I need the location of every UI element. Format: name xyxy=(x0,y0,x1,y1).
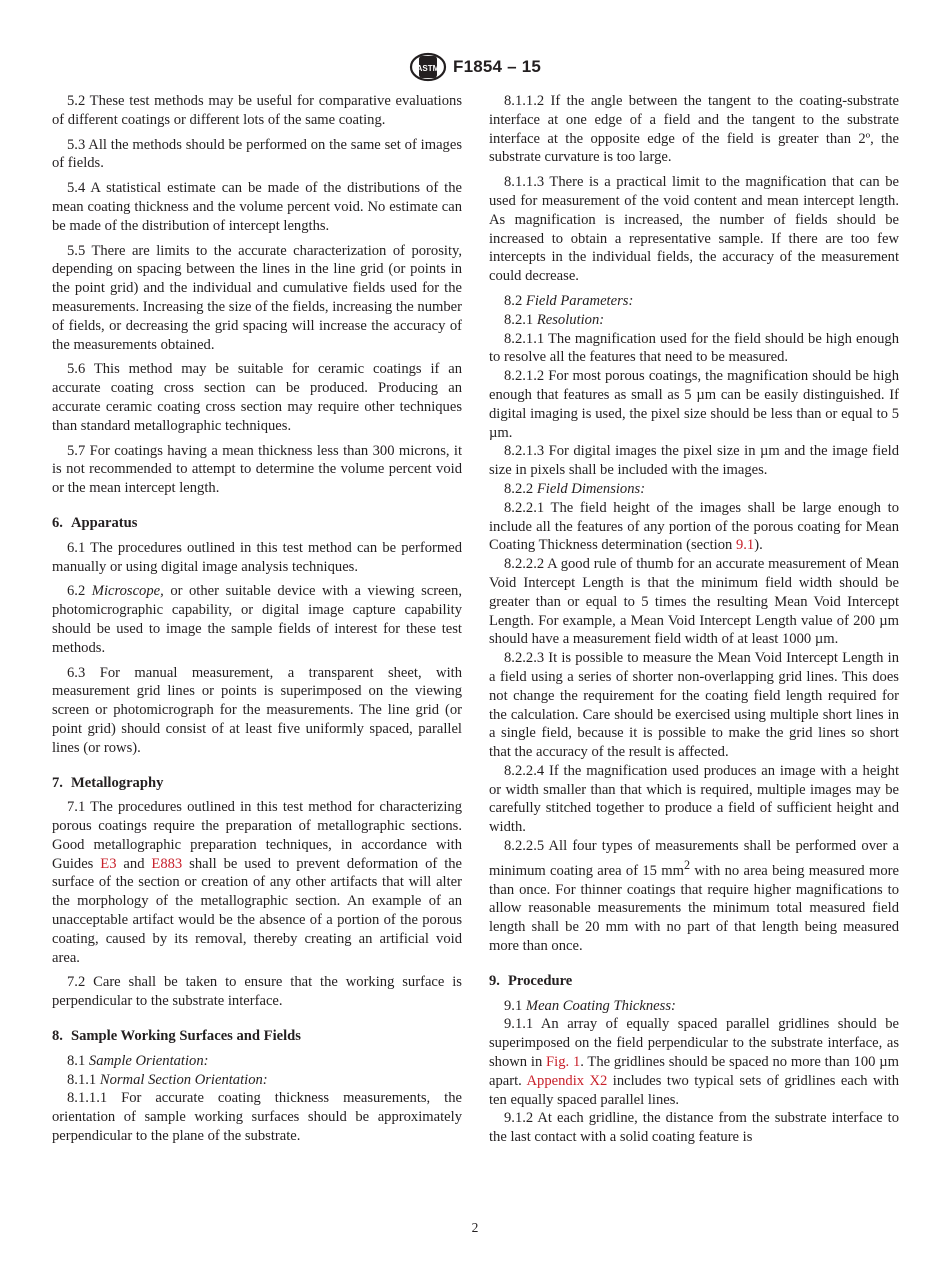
astm-logo-icon xyxy=(409,52,447,82)
standard-designation: F1854 – 15 xyxy=(452,57,541,76)
section-6-heading: 6. Apparatus xyxy=(52,514,138,531)
paragraph-8-2-2-1: 8.2.2.1 The field height of the images shall be large enough to include all the features of any portion of the porous coating for Mean Coating Thickness determination (section 9.1). xyxy=(489,499,899,554)
paragraph-5-4: 5.4 A statistical estimate can be made of the distributions of the mean coating thickness and the volume percent void. No estimate can be made of the distribution of intercept lengths. xyxy=(52,180,462,234)
page-header xyxy=(0,52,950,82)
svg-text:ASTM: ASTM xyxy=(416,64,440,73)
paragraph-8-1-1-3: 8.1.1.3 There is a practical limit to the magnification that can be used for measurement of the void content and mean intercept length. As magnification is increased, the number of fields should be increased to obtain a representative sample. If there are too few intercepts in the individual fields, the accuracy of the measurement could decrease. xyxy=(489,174,899,285)
left-column xyxy=(52,92,462,1152)
paragraph-8-1-1-1: 8.1.1.1 For accurate coating thickness measurements, the orientation of sample working surfaces should be approximately perpendicular to the plane of the substrate. xyxy=(52,1090,462,1145)
paragraph-5-3: 5.3 All the methods should be performed on the same set of images of fields. xyxy=(52,136,462,172)
paragraph-8-2-2-4: 8.2.2.4 If the magnification used produces an image with a height or width smaller than that which is required, multiple images may be carefully stitched together to produce a field of sufficient height and width. xyxy=(489,762,899,836)
section-9-heading: 9. Procedure xyxy=(489,972,573,989)
paragraph-5-2: 5.2 These test methods may be useful for comparative evaluations of different coatings or different lots of the same coating. xyxy=(52,93,462,128)
link-e3[interactable]: E3 xyxy=(100,855,117,872)
section-7-heading: 7. Metallography xyxy=(52,774,164,791)
paragraph-8-2-2-3: 8.2.2.3 It is possible to measure the Mean Void Intercept Length in a field using a series of shorter non-overlapping grid lines. This does not change the requirement for the coating field length required for the calculation. Care should be exercised using multiple short lines in a single field, because it is possible to make the grid lines so short that the accuracy of the result is affected. xyxy=(489,650,899,761)
paragraph-8-1: 8.1 Sample Orientation: xyxy=(67,1052,209,1069)
paragraph-8-2-2: 8.2.2 Field Dimensions: xyxy=(504,480,646,497)
paragraph-8-2-1-1: 8.2.1.1 The magnification used for the field should be high enough to resolve all the features that need to be measured. xyxy=(489,330,899,366)
paragraph-7-2: 7.2 Care shall be taken to ensure that the working surface is perpendicular to the substrate interface. xyxy=(52,974,462,1010)
paragraph-8-2-1: 8.2.1 Resolution: xyxy=(504,311,605,328)
paragraph-8-2-1-3: 8.2.1.3 For digital images the pixel size in µm and the image field size in pixels shall be included with the images. xyxy=(489,443,899,479)
paragraph-9-1-1: 9.1.1 An array of equally spaced parallel gridlines should be superimposed on the field perpendicular to the substrate interface, as shown in Fig. 1. The gridlines should be spaced no more than 100 µm apart. Appendix X2 includes two typical sets of gridlines each with ten equally spaced parallel lines. xyxy=(489,1016,900,1108)
link-fig-1[interactable]: Fig. 1 xyxy=(546,1053,581,1070)
paragraph-8-2-2-2: 8.2.2.2 A good rule of thumb for an accurate measurement of Mean Void Intercept Length is that the minimum field width should be greater than or equal to 5 times the resulting Mean Void Intercept Length. For example, a Mean Void Intercept Length value of 200 µm should have a measurement field width of at least 1000 µm. xyxy=(489,556,899,648)
paragraph-8-2-1-2: 8.2.1.2 For most porous coatings, the magnification should be high enough that features as small as 5 µm can be easily distinguished. If digital imaging is used, the pixel size should be less than or equal to 5 µm. xyxy=(489,368,899,441)
paragraph-8-1-1-2: 8.1.1.2 If the angle between the tangent to the coating-substrate interface at one edge of a field and the tangent to the substrate interface at the opposite edge of the field is greater than 2º, the substrate curvature is too large. xyxy=(489,93,899,166)
link-e883[interactable]: E883 xyxy=(151,855,183,872)
paragraph-5-7: 5.7 For coatings having a mean thickness less than 300 microns, it is not recommended to attempt to determine the volume percent void or the mean intercept length. xyxy=(52,442,462,497)
paragraph-6-3: 6.3 For manual measurement, a transparent sheet, with measurement grid lines or points is superimposed on the viewing screen or photomicrograph for the measurements. The line grid (or point grid) should consist of at least five uniformly spaced, parallel lines (or rows). xyxy=(52,664,462,756)
paragraph-8-2: 8.2 Field Parameters: xyxy=(504,292,634,309)
paragraph-9-1: 9.1 Mean Coating Thickness: xyxy=(504,997,676,1014)
paragraph-5-6: 5.6 This method may be suitable for ceramic coatings if an accurate coating cross section can be produced. Producing an accurate ceramic coating cross section may require other techniques than standard metallographic techniques. xyxy=(52,361,462,434)
paragraph-9-1-2: 9.1.2 At each gridline, the distance from the substrate interface to the last contact with a solid coating feature is xyxy=(489,1110,899,1146)
paragraph-6-1: 6.1 The procedures outlined in this test method can be performed manually or using digital image analysis techniques. xyxy=(52,539,462,575)
right-column xyxy=(489,92,899,1153)
page-number: 2 xyxy=(471,1220,479,1235)
link-appendix-x2[interactable]: Appendix X2 xyxy=(526,1072,608,1089)
section-8-heading: 8. Sample Working Surfaces and Fields xyxy=(52,1028,301,1045)
link-section-9-1[interactable]: 9.1 xyxy=(735,537,755,554)
paragraph-6-2: 6.2 Microscope, or other suitable device with a viewing screen, photomicrographic capability, or digital image capture capability should be used to image the sample fields of interest for these test methods. xyxy=(52,583,462,656)
paragraph-5-5: 5.5 There are limits to the accurate characterization of porosity, depending on spacing between the lines in the line grid (or points in the point grid) and the individual and cumulative fields used for the measurements. Increasing the size of the fields, increasing the number of fields, or decreasing the grid spacing will increase the accuracy of the measurements obtained. xyxy=(52,242,462,353)
paragraph-8-1-1: 8.1.1 Normal Section Orientation: xyxy=(67,1071,268,1088)
paragraph-7-1: 7.1 The procedures outlined in this test method for characterizing porous coatings require the preparation of metallographic sections. Good metallographic preparation techniques, in accordance with Guides E3 and E883 shall be used to prevent deformation of the surface of the section or creation of any other artifacts that will alter the morphology of the metallographic section. An example of an unacceptable artifact would be the absence of a portion of the porous coating, caused by its removal, thereby creating an artificial void area. xyxy=(52,799,463,966)
paragraph-8-2-2-5: 8.2.2.5 All four types of measurements shall be performed over a minimum coating area of 15 $mm^2$ with no area being measured more than once. For thinner coatings that require higher magnifications to allow reasonable measurements the minimum total measured field length shall be 20 mm with no part of that length being measured more than once. xyxy=(489,838,899,954)
